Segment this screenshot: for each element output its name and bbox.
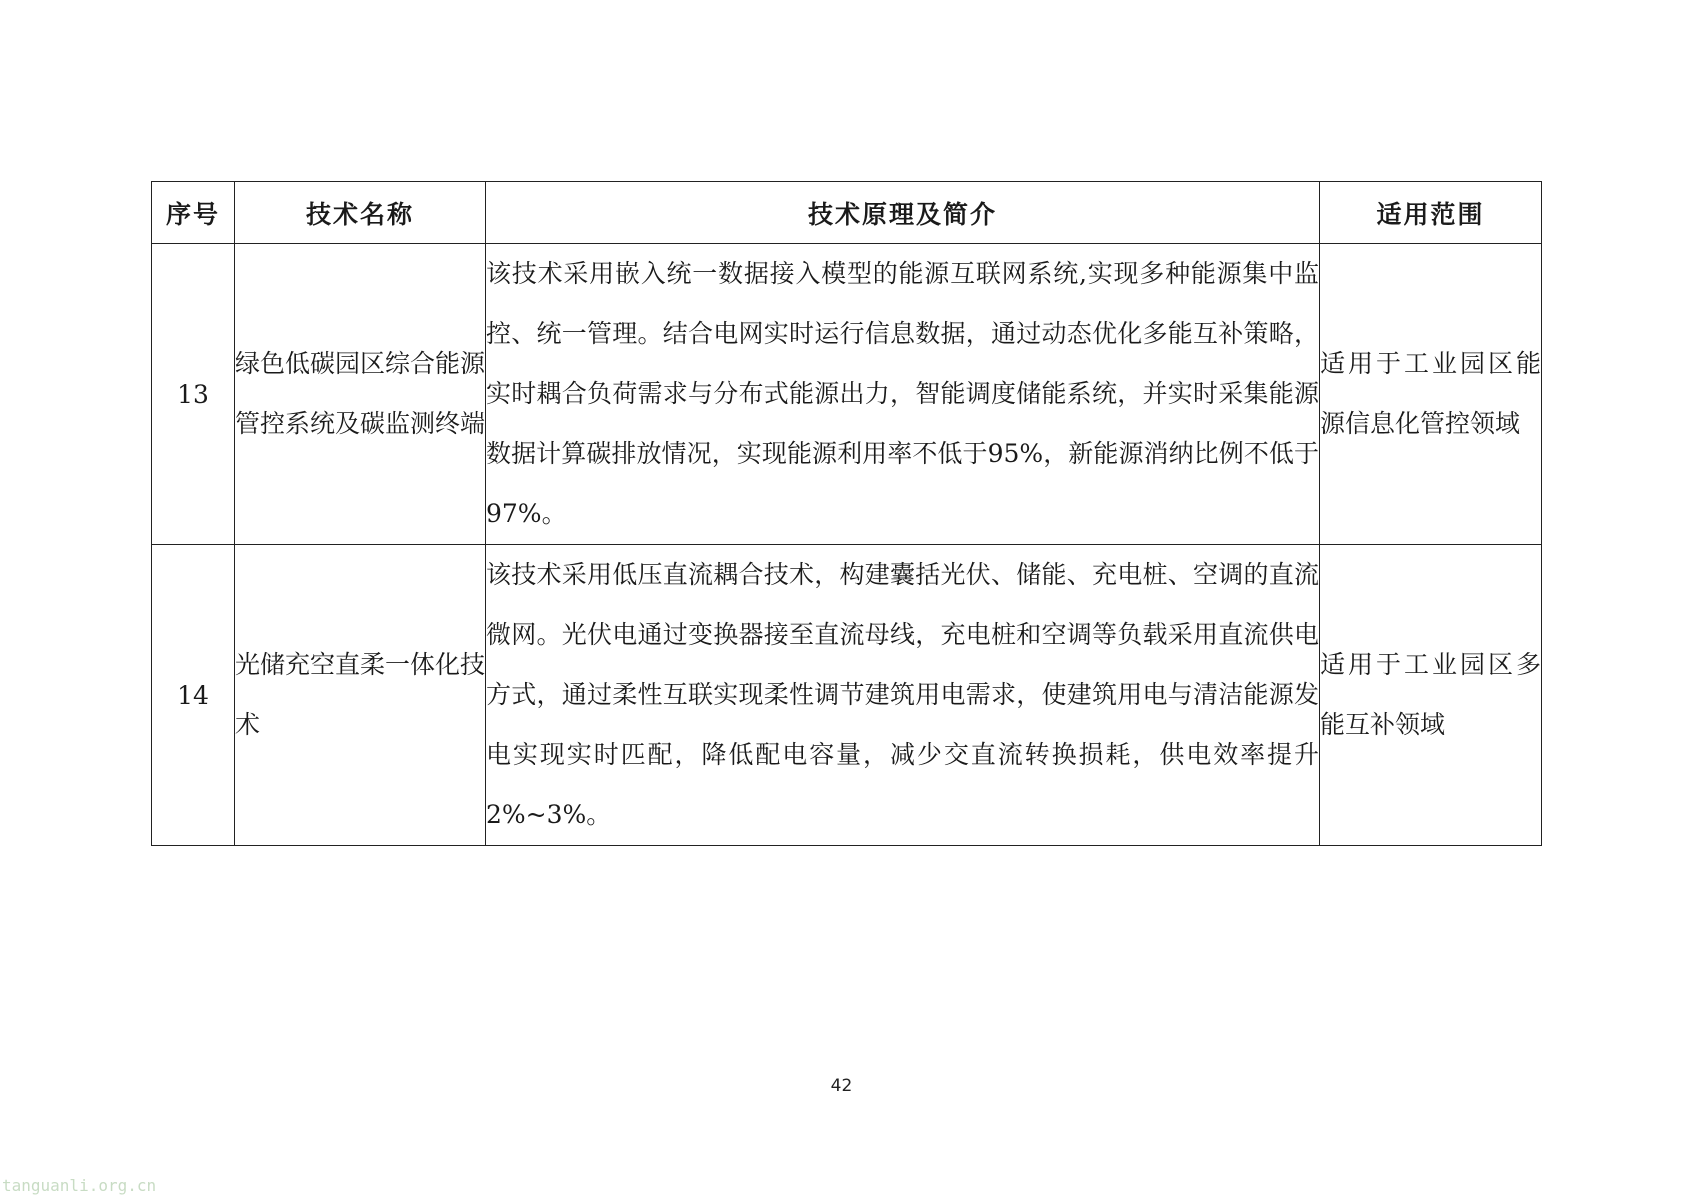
- table-row: [152, 545, 1542, 846]
- header-principle-description: 技术原理及简介: [486, 182, 1320, 244]
- row-principle-description: 该技术采用低压直流耦合技术，构建囊括光伏、储能、充电桩、空调的直流微网。光伏电通过变换器接至直流母线，充电桩和空调等负载采用直流供电方式，通过柔性互联实现柔性调节建筑用电需求，使建筑用电与清洁能源发电实现实时匹配，降低配电容量，减少交直流转换损耗，供电效率提升2%~3%。: [486, 545, 1320, 846]
- row-applicable-scope: 适用于工业园区多能互补领域: [1320, 545, 1542, 846]
- row-technology-name: 绿色低碳园区综合能源管控系统及碳监测终端: [235, 244, 486, 545]
- table-header-row: [152, 182, 1542, 244]
- row-technology-name: 光储充空直柔一体化技术: [235, 545, 486, 846]
- row-principle-description: 该技术采用嵌入统一数据接入模型的能源互联网系统,实现多种能源集中监控、统一管理。结合电网实时运行信息数据，通过动态优化多能互补策略，实时耦合负荷需求与分布式能源出力，智能调度储能系统，并实时采集能源数据计算碳排放情况，实现能源利用率不低于95%，新能源消纳比例不低于97%。: [486, 244, 1320, 545]
- page-number: 42: [830, 1076, 853, 1096]
- header-technology-name: 技术名称: [235, 182, 486, 244]
- header-applicable-scope: 适用范围: [1320, 182, 1542, 244]
- row-serial-number: 14: [152, 545, 235, 846]
- row-applicable-scope: 适用于工业园区能源信息化管控领域: [1320, 244, 1542, 545]
- technology-table: [151, 181, 1542, 846]
- watermark-text: tanguanli.org.cn: [2, 1176, 157, 1195]
- table-row: [152, 244, 1542, 545]
- row-serial-number: 13: [152, 244, 235, 545]
- header-serial-number: 序号: [152, 182, 235, 244]
